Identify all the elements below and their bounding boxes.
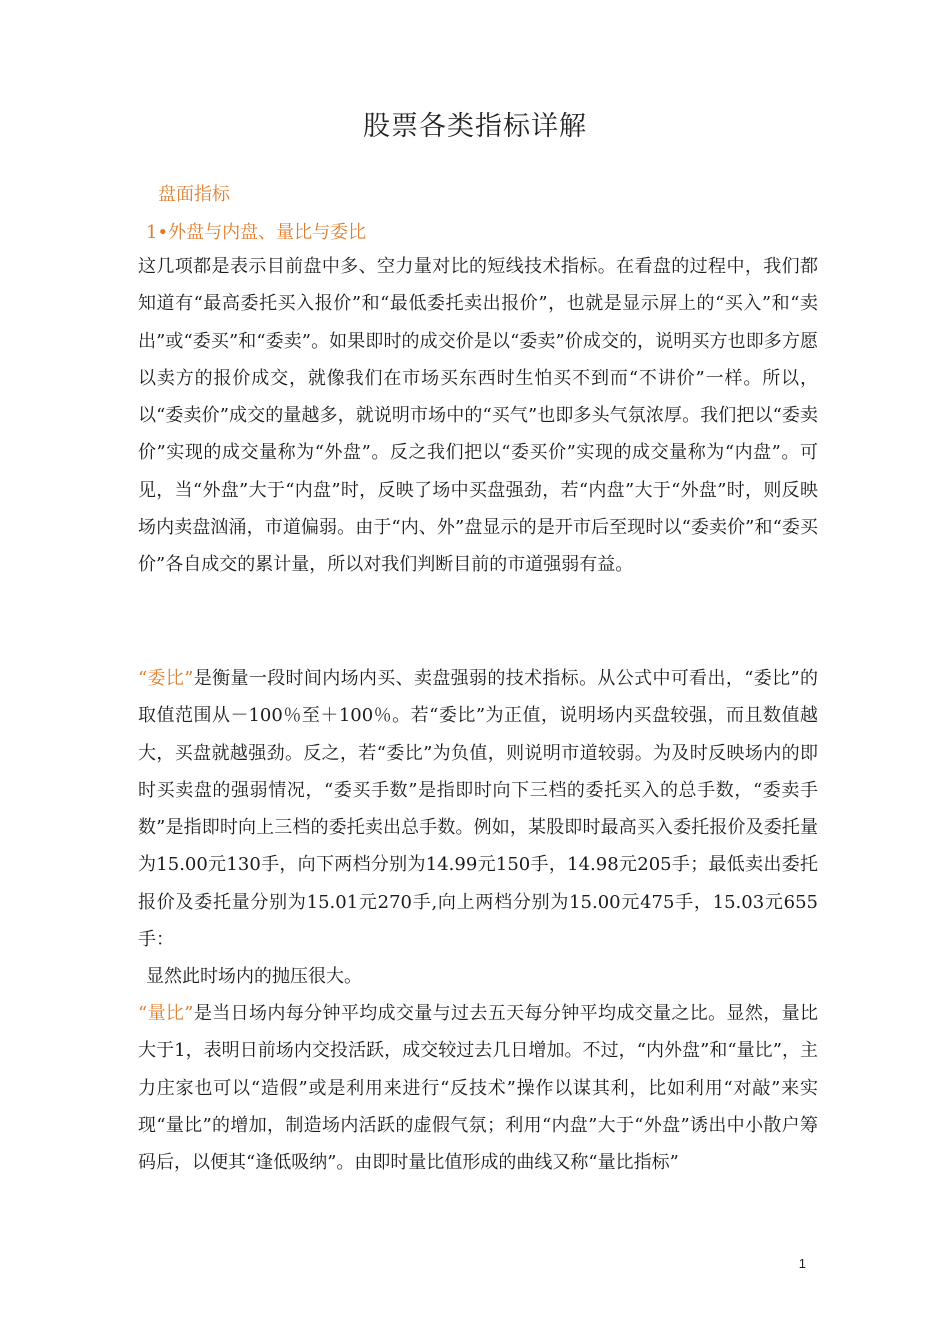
sub-heading: 1•外盘与内盘、量比与委比 — [146, 222, 367, 243]
paragraph-weibi — [138, 660, 818, 958]
paragraph-outer-inner-disk: 这几项都是表示目前盘中多、空力量对比的短线技术指标。在看盘的过程中，我们都知道有“最高委托买入报价”和“最低委托卖出报价”，也就是显示屏上的“买入”和“卖出”或“委买”和“委卖”。如果即时的成交价是以“委卖”价成交的，说明买方也即多方愿以卖方的报价成交，就像我们在市场买东西时生怕买不到而“不讲价”一样。所以，以“委卖价”成交的量越多，就说明市场中的“买气”也即多头气氛浓厚。我们把以“委卖价”实现的成交量称为“外盘”。反之我们把以“委买价”实现的成交量称为“内盘”。可见，当“外盘”大于“内盘”时，反映了场中买盘强劲，若“内盘”大于“外盘”时，则反映场内卖盘汹涌，市道偏弱。由于“内、外”盘显示的是开市后至现时以“委卖价”和“委买价”各自成交的累计量，所以对我们判断目前的市道强弱有益。 — [138, 256, 818, 576]
section-heading: 盘面指标 — [158, 184, 230, 205]
paragraph-selling-pressure: 显然此时场内的抛压很大。 — [146, 966, 362, 987]
page-number: 1 — [798, 1256, 806, 1271]
term-weibi: “委比” — [138, 668, 194, 689]
paragraph-liangbi-body: 是当日场内每分钟平均成交量与过去五天每分钟平均成交量之比。显然，量比大于1，表明日前场内交投活跃，成交较过去几日增加。不过，“内外盘”和“量比”，主力庄家也可以“造假”或是利用来进行“反技术”操作以谋其利，比如利用“对敲”来实现“量比”的增加，制造场内活跃的虚假气氛；利用“内盘”大于“外盘”诱出中小散户筹码后，以便其“逢低吸纳”。由即时量比值形成的曲线又称“量比指标” — [138, 1003, 819, 1174]
paragraph-weibi-body: 是衡量一段时间内场内买、卖盘强弱的技术指标。从公式中可看出，“委比”的取值范围从－100％至＋100％。若“委比”为正值，说明场内买盘较强，而且数值越大，买盘就越强劲。反之，若“委比”为负值，则说明市道较弱。为及时反映场内的即时买卖盘的强弱情况，“委买手数”是指即时向下三档的委托买入的总手数，“委卖手数”是指即时向上三档的委托卖出总手数。例如，某股即时最高买入委托报价及委托量为15.00元130手，向下两档分别为14.99元150手，14.98元205手；最低卖出委托报价及委托量分别为15.01元270手,向上两档分别为15.00元475手，15.03元655手： — [138, 668, 819, 951]
page-title: 股票各类指标详解 — [363, 111, 587, 142]
paragraph-liangbi — [138, 995, 818, 1181]
term-liangbi: “量比” — [138, 1003, 194, 1024]
